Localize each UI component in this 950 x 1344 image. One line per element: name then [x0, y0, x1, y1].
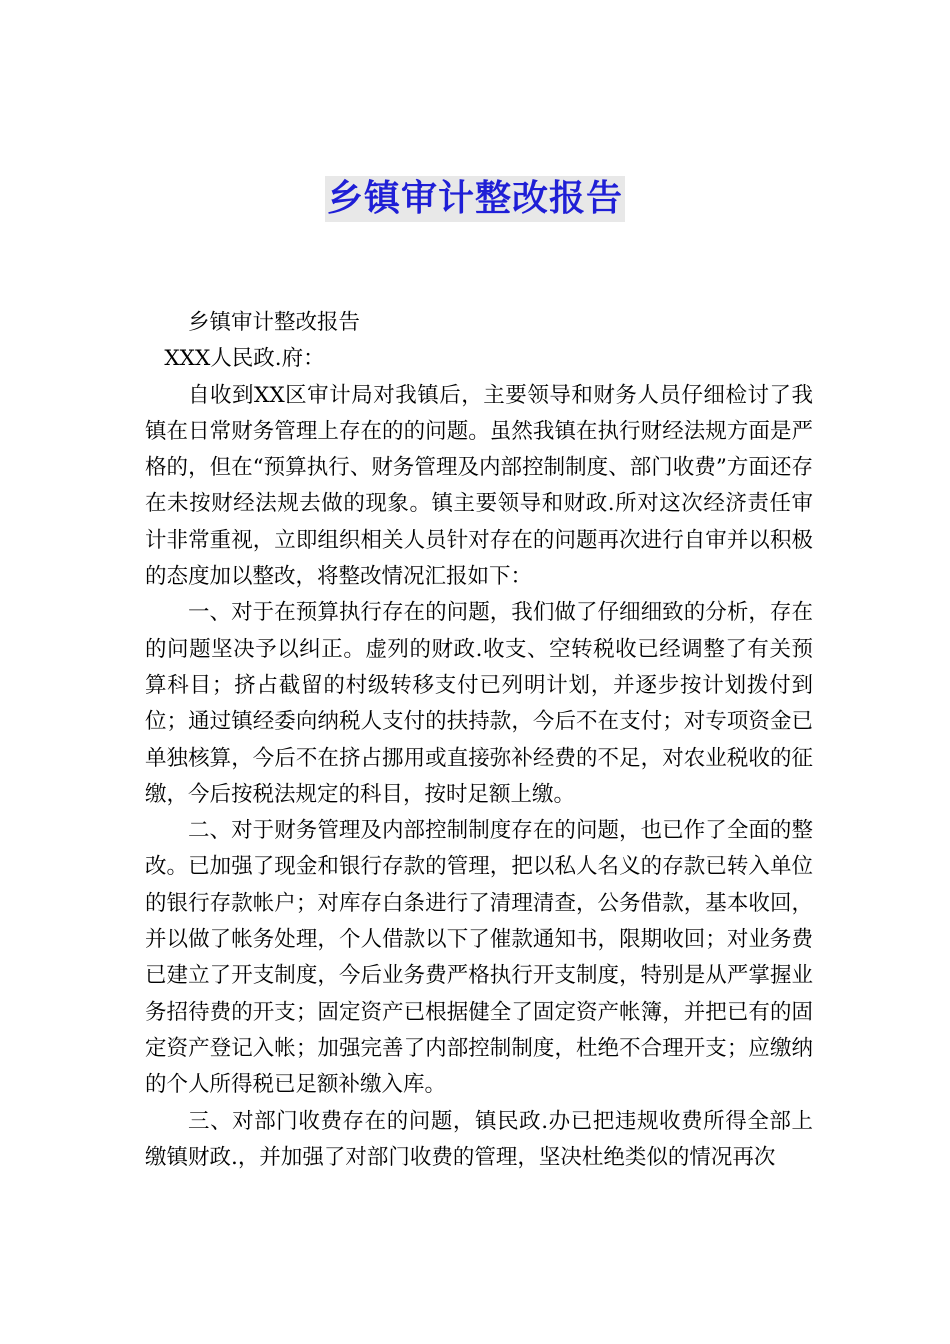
paragraph-section-1: 一、对于在预算执行存在的问题，我们做了仔细细致的分析，存在的问题坚决予以纠正。虚列的财政.收支、空转税收已经调整了有关预算科目；挤占截留的村级转移支付已列明计划，并逐步按计划拨付到位；通过镇经委向纳税人支付的扶持款，今后不在支付；对专项资金已单独核算，今后不在挤占挪用或直接弥补经费的不足，对农业税收的征缴，今后按税法规定的科目，按时足额上缴。: [145, 600, 813, 807]
paragraph-intro: 自收到XX区审计局对我镇后，主要领导和财务人员仔细检讨了我镇在日常财务管理上存在的的问题。虽然我镇在执行财经法规方面是严格的，但在“预算执行、财务管理及内部控制制度、部门收费”方面还存在未按财经法规去做的现象。镇主要领导和财政.所对这次经济责任审计非常重视，立即组织相关人员针对存在的问题再次进行自审并以积极的态度加以整改，将整改情况汇报如下：: [145, 382, 813, 590]
document-title: 乡镇审计整改报告: [325, 176, 625, 222]
subtitle-line: 乡镇审计整改报告: [188, 310, 361, 335]
document-body: [145, 305, 813, 1176]
title-container: [0, 176, 950, 222]
salutation-line: XXX人民政.府：: [164, 346, 325, 372]
paragraph-section-3: 三、对部门收费存在的问题，镇民政.办已把违规收费所得全部上缴镇财政.，并加强了对部门收费的管理，坚决杜绝类似的情况再次: [145, 1108, 813, 1170]
paragraph-section-2: 二、对于财务管理及内部控制制度存在的问题，也已作了全面的整改。已加强了现金和银行存款的管理，把以私人名义的存款已转入单位的银行存款帐户；对库存白条进行了清理清查，公务借款，基本收回，并以做了帐务处理，个人借款以下了催款通知书，限期收回；对业务费已建立了开支制度，今后业务费严格执行开支制度，特别是从严掌握业务招待费的开支；固定资产已根据健全了固定资产帐簿，并把已有的固定资产登记入帐；加强完善了内部控制制度，杜绝不合理开支；应缴纳的个人所得税已足额补缴入库。: [145, 818, 813, 1098]
